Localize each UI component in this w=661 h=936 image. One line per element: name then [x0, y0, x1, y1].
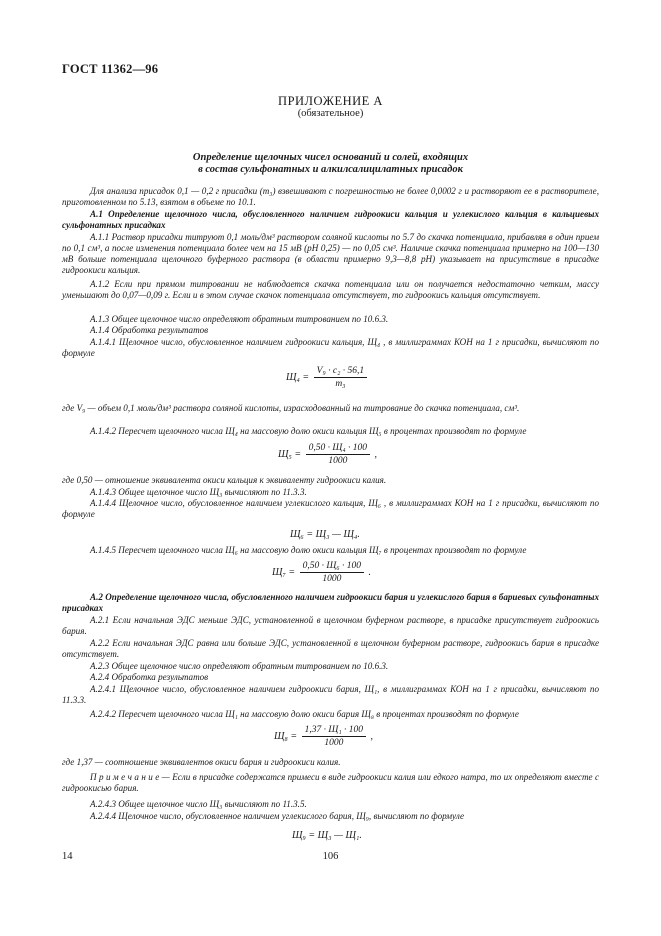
a1143-paragraph: А.1.4.3 Общее щелочное число Щ₃ вычисляют по 11.3.3.	[90, 487, 307, 497]
a112-paragraph: А.1.2 Если при прямом титровании не наблюдается скачка потенциала или он получается недостаточно четким, массу уменьшают до 0,07—0,09 г. Если и в этом случае скачок потенциала отсутствует, то гидроокись кальция отсутствует.	[62, 279, 599, 301]
formula-sch4-lhs: Щ₄ =	[286, 372, 310, 383]
a224-paragraph: А.2.4 Обработка результатов	[90, 672, 209, 682]
formula-sch4-denominator: m₃	[335, 379, 346, 389]
a2241-paragraph: А.2.4.1 Щелочное число, обусловленное наличием гидроокиси бария, Щ₁, в миллиграммах КОН на 1 г присадки, вычисляют по 11.3.3.	[62, 684, 599, 706]
formula-sch8-lhs: Щ₈ =	[274, 731, 298, 742]
left-page-number: 14	[62, 851, 73, 862]
formula-sch4-numerator: V₉ · c₂ · 56,1	[314, 366, 368, 378]
formula-sch4	[286, 366, 486, 389]
formula-sch7-fraction	[300, 561, 364, 584]
a221-paragraph: А.2.1 Если начальная ЭДС меньше ЭДС, установленной в щелочном буферном растворе, в присадке присутствует гидроокись бария.	[62, 615, 599, 637]
formula-sch7-lhs: Щ₇ =	[272, 567, 296, 578]
a1145-paragraph: А.1.4.5 Пересчет щелочного числа Щ₆ на массовую долю окиси кальция Щ₇ в процентах производят по формуле	[90, 545, 527, 555]
a2243-paragraph: А.2.4.3 Общее щелочное число Щ₃ вычисляют по 11.3.5.	[90, 799, 307, 809]
a1141-paragraph: А.1.4.1 Щелочное число, обусловленное наличием гидроокиси кальция, Щ₄ , в миллиграммах КОН на 1 г присадки, вычисляют по формуле	[62, 337, 599, 359]
section-title-line1: Определение щелочных чисел оснований и солей, входящих	[192, 152, 469, 163]
appendix-title: ПРИЛОЖЕНИЕ А	[278, 94, 383, 108]
formula-sch8-numerator: 1,37 · Щ₁ · 100	[302, 725, 366, 737]
formula-sch5-denominator: 1000	[328, 456, 348, 466]
formula-sch6: Щ₆ = Щ₃ — Щ₄.	[290, 529, 360, 540]
standard-header: ГОСТ 11362—96	[62, 62, 159, 76]
a1-heading: А.1 Определение щелочного числа, обусловленного наличием гидроокиси кальция и углекислого кальция в кальциевых сульфонатных присадках	[62, 209, 599, 231]
a2-heading: А.2 Определение щелочного числа, обусловленного наличием гидроокиси бария и углекислого бария в бариевых сульфонатных присадках	[62, 592, 599, 614]
a2244-paragraph: А.2.4.4 Щелочное число, обусловленное наличием углекислого бария, Щ₉, вычисляют по формуле	[90, 811, 465, 821]
formula-sch7-denominator: 1000	[322, 574, 342, 584]
formula-sch7-numerator: 0,50 · Щ₆ · 100	[300, 561, 364, 573]
where-137-paragraph: где 1,37 — соотношение эквивалентов окиси бария и гидроокиси калия.	[62, 757, 341, 767]
section-title	[60, 152, 601, 176]
where-050-paragraph: где 0,50 — отношение эквивалента окиси кальция к эквиваленту гидроокиси калия.	[62, 475, 387, 485]
where-v9-paragraph: где V₉ — объем 0,1 моль/дм³ раствора соляной кислоты, израсходованный на титрование до скачка потенциала, см³.	[62, 403, 520, 413]
a2242-paragraph: А.2.4.2 Пересчет щелочного числа Щ₁ на массовую долю окиси бария Щ₈ в процентах производят по формуле	[90, 709, 519, 719]
center-page-number: 106	[322, 851, 339, 862]
a1144-paragraph: А.1.4.4 Щелочное число, обусловленное наличием углекислого кальция, Щ₆ , в миллиграммах КОН на 1 г присадки, вычисляют по формуле	[62, 498, 599, 520]
formula-sch4-fraction	[314, 366, 368, 389]
section-title-line2: в состав сульфонатных и алкилсалицилатных присадок	[198, 164, 463, 175]
a114-paragraph: А.1.4 Обработка результатов	[90, 325, 209, 335]
formula-sch7	[272, 561, 492, 584]
formula-sch7-tail: .	[368, 567, 371, 578]
a1142-paragraph: А.1.4.2 Пересчет щелочного числа Щ₄ на массовую долю окиси кальция Щ₅ в процентах производят по формуле	[90, 426, 527, 436]
a111-paragraph: А.1.1 Раствор присадки титруют 0,1 моль/дм³ раствором соляной кислоты по 5.7 до скачка потенциала, прибавляя в один прием по 0,1 см³, а после изменения потенциала более чем на 15 мВ (рН 0,25) — по 0,05 см³. Наличие скачка потенциала примерно на 100—130 мВ больше потенциала щелочного буферного раствора (в области примерно 9,3—8,8 рН) указывает на присутствие в присадке гидроокиси кальция.	[62, 232, 599, 276]
formula-sch5-lhs: Щ₅ =	[278, 449, 302, 460]
formula-sch8-tail: ,	[370, 731, 373, 742]
intro-paragraph: Для анализа присадок 0,1 — 0,2 г присадки (m₃) взвешивают с погрешностью не более 0,0002 г и растворяют ее в растворителе, приготовленном по 5.13, взятом в объеме по 10.1.	[62, 186, 599, 208]
formula-sch9: Щ₉ = Щ₃ — Щ₁.	[292, 830, 362, 841]
appendix-status: (обязательное)	[297, 108, 364, 119]
a223-paragraph: А.2.3 Общее щелочное число определяют обратным титрованием по 10.6.3.	[90, 661, 389, 671]
formula-sch5	[278, 443, 498, 466]
a113-paragraph: А.1.3 Общее щелочное число определяют обратным титрованием по 10.6.3.	[90, 314, 389, 324]
formula-sch5-fraction	[306, 443, 370, 466]
a222-paragraph: А.2.2 Если начальная ЭДС равна или больше ЭДС, установленной в щелочном буферном растворе, гидроокись бария в присадке отсутствует.	[62, 638, 599, 660]
formula-sch8	[274, 725, 494, 748]
formula-sch8-fraction	[302, 725, 366, 748]
formula-sch5-numerator: 0,50 · Щ₄ · 100	[306, 443, 370, 455]
formula-sch5-tail: ,	[374, 449, 377, 460]
note-paragraph: П р и м е ч а н и е — Если в присадке содержатся примеси в виде гидроокиси калия или едкого натра, то их определяют вместе с гидроокисью бария.	[62, 772, 599, 794]
formula-sch8-denominator: 1000	[324, 738, 344, 748]
